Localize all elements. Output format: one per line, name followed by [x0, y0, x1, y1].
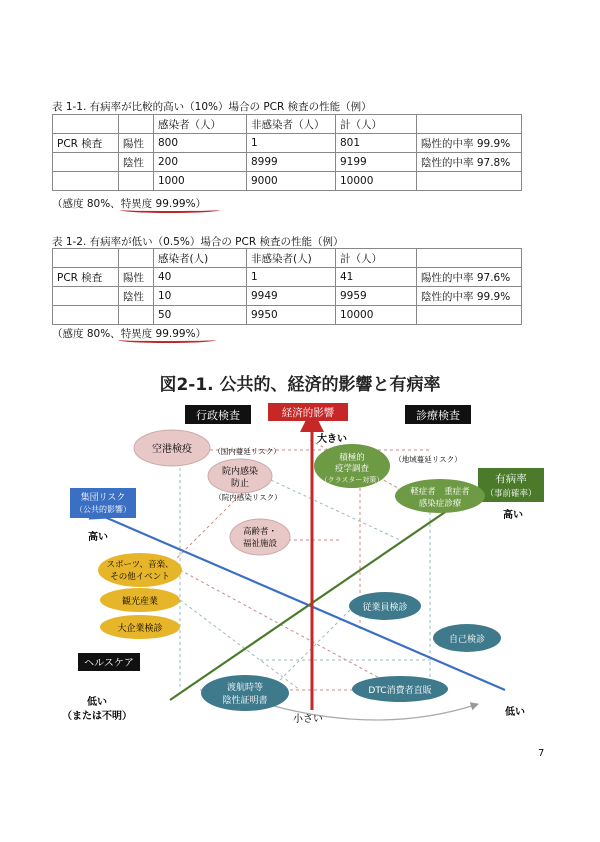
regional-risk-note: （地域蔓延リスク） [394, 455, 462, 464]
note-prefix: （感度 80%、 [52, 328, 121, 340]
svg-text:行政検査: 行政検査 [196, 409, 240, 422]
svg-text:軽症者 重症者: 軽症者 重症者 [410, 487, 470, 497]
note-suffix: ） [195, 198, 207, 210]
prevalence-axis [170, 480, 492, 700]
table-cell: 800 [154, 134, 247, 153]
high-left-label: 高い [88, 532, 108, 543]
table-cell: 8999 [247, 153, 336, 172]
svg-text:DTC消費者直販: DTC消費者直販 [368, 686, 432, 696]
svg-text:自己検診: 自己検診 [448, 635, 486, 645]
svg-text:観光産業: 観光産業 [121, 597, 159, 607]
corporate-checkup-oval [100, 615, 180, 639]
table-cell: 10 [154, 287, 247, 306]
table-cell: 感染者(人) [154, 249, 247, 268]
svg-text:陰性証明書: 陰性証明書 [222, 696, 268, 706]
table-cell: 9950 [247, 306, 336, 325]
public-risk-label-box [70, 488, 136, 518]
svg-text:（クラスター対策）: （クラスター対策） [320, 476, 384, 484]
header-economic [268, 403, 348, 421]
table-cell: 陽性的中率 99.9% [417, 134, 522, 153]
svg-text:院内感染: 院内感染 [221, 467, 259, 477]
svg-text:大企業検診: 大企業検診 [117, 624, 163, 634]
svg-text:福祉施設: 福祉施設 [242, 539, 278, 549]
svg-text:診療検査: 診療検査 [416, 409, 460, 422]
svg-text:スポーツ、音楽、: スポーツ、音楽、 [106, 560, 174, 570]
svg-text:高齢者・: 高齢者・ [242, 527, 278, 537]
hospital-risk-note: （院内感染リスク） [214, 493, 282, 502]
domestic-risk-note: （国内蔓延リスク） [213, 447, 281, 456]
table-cell: PCR 検査 [53, 134, 119, 153]
table-cell: 9199 [336, 153, 417, 172]
table-cell: 9000 [247, 172, 336, 191]
svg-text:ヘルスケア: ヘルスケア [84, 658, 134, 669]
table-cell: 陰性 [119, 153, 154, 172]
table-cell: 非感染者（人） [247, 115, 336, 134]
tourism-oval [100, 588, 180, 612]
page-number: 7 [538, 748, 545, 759]
table-cell: PCR 検査 [53, 268, 119, 287]
symptomatic-care-oval [395, 479, 485, 513]
svg-text:渡航時等: 渡航時等 [226, 683, 264, 693]
svg-text:有病率: 有病率 [495, 473, 527, 485]
svg-text:（事前確率）: （事前確率） [485, 489, 537, 499]
table-cell: 1 [247, 134, 336, 153]
svg-text:防止: 防止 [230, 479, 250, 489]
note-highlight: 特異度 99.99% [120, 328, 196, 340]
table-cell: 40 [154, 268, 247, 287]
svg-text:積極的: 積極的 [339, 453, 365, 463]
large-label: 大きい [317, 434, 347, 445]
table-cell: 陰性 [119, 287, 154, 306]
table-cell: 感染者（人） [154, 115, 247, 134]
table1-caption: 表 1-1. 有病率が比較的高い（10%）場合の PCR 検査の性能（例） [52, 101, 372, 113]
table-cell: 陽性的中率 97.6% [417, 268, 522, 287]
table-cell: 10000 [336, 306, 417, 325]
table-cell: 200 [154, 153, 247, 172]
note-highlight: 特異度 99.99% [120, 198, 196, 210]
events-oval [98, 553, 182, 587]
airport-quarantine-oval [134, 430, 210, 466]
svg-text:感染症診療: 感染症診療 [418, 499, 462, 509]
svg-text:従業員検診: 従業員検診 [362, 603, 408, 613]
note-suffix: ） [195, 328, 207, 340]
table-cell: 1000 [154, 172, 247, 191]
table-cell: 非感染者(人) [247, 249, 336, 268]
table-cell: 陰性的中率 99.9% [417, 287, 522, 306]
travel-certificate-oval [201, 675, 289, 711]
low-left-label: 低い [87, 697, 107, 708]
svg-text:疫学調査: 疫学調査 [334, 464, 370, 474]
header-medical [405, 405, 471, 424]
table2-caption: 表 1-2. 有病率が低い（0.5%）場合の PCR 検査の性能（例） [52, 236, 344, 248]
low-left-sublabel: （または不明） [62, 711, 132, 722]
header-administrative [185, 405, 251, 424]
active-survey-oval [314, 444, 390, 488]
svg-text:経済的影響: 経済的影響 [281, 407, 335, 419]
table-cell: 9959 [336, 287, 417, 306]
table-cell: 50 [154, 306, 247, 325]
svg-text:（公共的影響）: （公共的影響） [75, 505, 131, 514]
dtc-oval [352, 676, 448, 702]
high-right-label: 高い [503, 510, 523, 521]
low-right-label: 低い [505, 707, 525, 718]
svg-text:集団リスク: 集団リスク [80, 493, 126, 503]
table-cell: 陽性 [119, 268, 154, 287]
note-prefix: （感度 80%、 [52, 198, 121, 210]
employee-checkup-oval [349, 592, 421, 620]
healthcare-label [78, 653, 140, 671]
table-cell: 陰性的中率 97.8% [417, 153, 522, 172]
small-label: 小さい [293, 714, 323, 725]
table-cell: 計（人） [336, 115, 417, 134]
table-cell: 41 [336, 268, 417, 287]
svg-text:その他イベント: その他イベント [110, 572, 170, 582]
table-cell: 9949 [247, 287, 336, 306]
elderly-facility-oval [230, 519, 290, 555]
table-cell: 陽性 [119, 134, 154, 153]
self-test-oval [433, 624, 501, 652]
prevalence-label-box [478, 468, 544, 502]
table-cell: 801 [336, 134, 417, 153]
svg-text:空港検疫: 空港検疫 [152, 444, 192, 455]
table-cell: 10000 [336, 172, 417, 191]
table-cell: 計（人） [336, 249, 417, 268]
table-cell: 1 [247, 268, 336, 287]
hospital-infection-oval [208, 459, 272, 493]
figure-title: 図2-1. 公共的、経済的影響と有病率 [159, 375, 441, 395]
